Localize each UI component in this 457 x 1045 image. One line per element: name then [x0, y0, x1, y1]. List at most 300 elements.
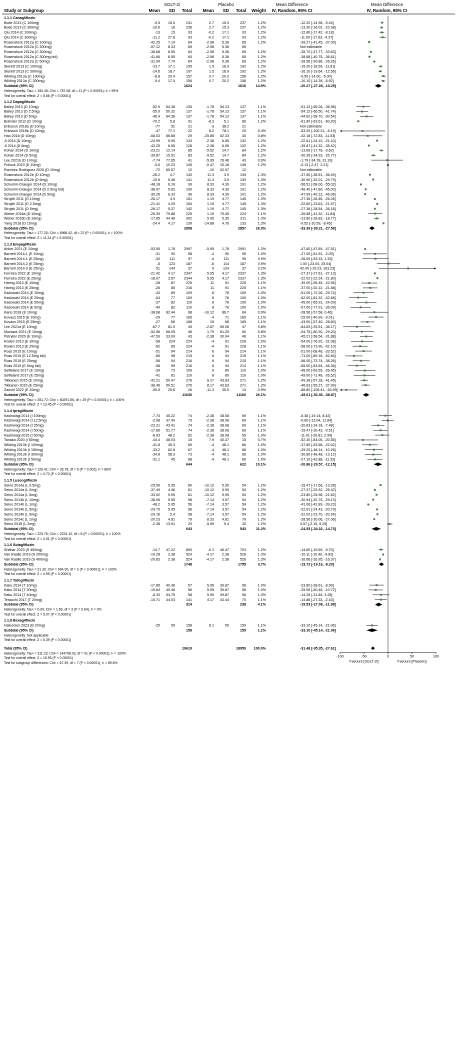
md-ci-text: -52.30 [-84.05, -20.55]	[300, 438, 336, 443]
placebo-sd: 5.36	[222, 45, 229, 50]
sglt2-mean: -17.85	[149, 583, 160, 588]
weight-value: 1.1%	[257, 597, 266, 602]
study-name: Wilding 2013b (I 150mg)	[4, 447, 44, 452]
placebo-sd: 54.13	[220, 109, 229, 114]
sglt2-mean: -38.68	[149, 310, 160, 315]
placebo-total: 66	[242, 457, 246, 462]
placebo-sd: 92.97	[220, 168, 229, 173]
total-weight: 100.0%	[253, 646, 266, 651]
sglt2-total: 154	[186, 202, 192, 207]
placebo-sd: 91	[225, 344, 229, 349]
subtotal-label: Subtotal (95% CI)	[4, 226, 34, 231]
sglt2-mean: -25.39	[149, 211, 160, 216]
sglt2-sd: 4.17	[168, 221, 175, 226]
study-name: Rosenstock 2012a (C 100mg)	[4, 40, 52, 45]
placebo-sd: 76	[225, 305, 229, 310]
weight-value: 1.2%	[257, 497, 266, 502]
study-name: Seino 2018 (L 2mg)	[4, 522, 36, 527]
sglt2-total: 151	[186, 197, 192, 202]
effect-square	[374, 459, 376, 461]
sglt2-total: 145	[186, 163, 192, 168]
md-ci-text: -45.21 [-58.54, -31.88]	[300, 334, 336, 339]
effect-square	[369, 444, 371, 446]
placebo-sd: 76	[225, 295, 229, 300]
sglt2-total: 110	[186, 373, 192, 378]
placebo-total: 79	[242, 517, 246, 522]
sglt2-mean: -51	[154, 349, 160, 354]
sglt2-sd: 48.03	[166, 438, 175, 443]
placebo-sd: 61.29	[220, 329, 229, 334]
placebo-mean: 0.7	[209, 74, 214, 79]
placebo-mean: -9.52	[205, 153, 214, 158]
placebo-sd: 38.08	[220, 423, 229, 428]
weight-value: 1.0%	[257, 583, 266, 588]
placebo-sd: 4.39	[222, 192, 229, 197]
placebo-total: 69	[242, 418, 246, 423]
header-mean-1: Mean	[148, 8, 160, 13]
md-ci-text: -38.68 [-40.75, -36.61]	[300, 54, 336, 59]
sglt2-sd: 79.88	[166, 211, 175, 216]
heterogeneity-text: Heterogeneity: Tau² = 251.72; Chi² = 60291.85, df = 29 (P < 0.00001); I² = 100%	[4, 397, 125, 402]
weight-value: 1.1%	[257, 344, 266, 349]
placebo-mean: 1.79	[207, 329, 214, 334]
sglt2-total: 139	[186, 221, 192, 226]
placebo-mean: 2.7	[209, 20, 214, 25]
weight-value: 1.1%	[257, 423, 266, 428]
sglt2-total: 690	[186, 547, 192, 552]
placebo-total: 54	[242, 493, 246, 498]
placebo-total: 228	[240, 339, 246, 344]
weight-value: 1.2%	[257, 182, 266, 187]
effect-square	[381, 22, 383, 24]
md-ci-text: -28.56 [-30.06, -27.06]	[300, 517, 336, 522]
placebo-total: 69	[242, 428, 246, 433]
md-ci-text: -30.90 [-32.01, -29.79]	[300, 177, 336, 182]
study-name: Kadowaki 2014 (E 5mg)	[4, 305, 43, 310]
placebo-total: 54	[242, 507, 246, 512]
sglt2-sd: 66.85	[166, 134, 175, 139]
placebo-total: 158	[240, 79, 246, 84]
sglt2-mean: -26.2	[151, 172, 160, 177]
study-name: Wilding 2013b (I 50mg)	[4, 457, 42, 462]
md-ci-text: -27.00 [-51.91, -2.09]	[300, 252, 334, 257]
header-sd-1: SD	[168, 8, 175, 13]
sglt2-mean: -8.8	[153, 74, 160, 79]
placebo-sd: 5.36	[222, 40, 229, 45]
md-ci-text: -45.00 [-65.91, -24.09]	[300, 300, 336, 305]
overall-effect-text: Test for overall effect: Z = 5.07 (P < 0.00001)	[4, 612, 72, 617]
placebo-mean: 8.33	[207, 187, 214, 192]
study-name: Kadowaki 2014 (E 10mg)	[4, 290, 45, 295]
sglt2-mean: -37.49	[149, 488, 160, 493]
sglt2-sd: 58.3	[168, 452, 175, 457]
placebo-total: 50	[242, 329, 246, 334]
effect-square	[369, 56, 371, 58]
sglt2-mean: -24.99	[149, 138, 160, 143]
placebo-total: 20	[242, 129, 246, 134]
placebo-mean: 5.95	[207, 593, 214, 598]
md-ci-text: -22.02 [-22.24, -21.80]	[300, 276, 336, 281]
weight-value: 1.3%	[257, 177, 266, 182]
sglt2-mean: -24.4	[151, 221, 160, 226]
placebo-mean: -14.88	[203, 221, 214, 226]
effect-square	[369, 174, 371, 176]
md-ci-text: -14.28 [-31.84, 3.28]	[300, 593, 333, 598]
placebo-mean: 1.19	[207, 206, 214, 211]
placebo-total: 148	[240, 163, 246, 168]
weight-value: 0.8%	[257, 329, 266, 334]
weight-value: 1.3%	[257, 172, 266, 177]
placebo-mean: -2.98	[205, 45, 214, 50]
placebo-sd: 90	[225, 252, 229, 257]
sglt2-mean: -21.41	[149, 202, 160, 207]
placebo-total: 65	[242, 40, 246, 45]
subtotal-label: Subtotal (95% CI)	[4, 602, 34, 607]
md-ci-text: -30.80 [-48.48, -13.12]	[300, 452, 336, 457]
sglt2-total: 141	[186, 177, 192, 182]
placebo-total: 156	[240, 74, 246, 79]
placebo-sd: 76	[225, 300, 229, 305]
sglt2-sd: 5.95	[168, 493, 175, 498]
sglt2-mean: -77	[154, 124, 160, 129]
placebo-total: 228	[240, 344, 246, 349]
placebo-mean: -2.98	[205, 40, 214, 45]
placebo-sd: 14.7	[222, 148, 229, 153]
effect-square	[377, 277, 379, 279]
placebo-sd: 4.76	[222, 221, 229, 226]
placebo-sd: 89	[225, 373, 229, 378]
effect-square	[407, 268, 409, 270]
placebo-total: 69	[242, 413, 246, 418]
md-ci-text: -12.80 [-17.42, -8.18]	[300, 30, 334, 35]
sglt2-total: 236	[186, 25, 192, 30]
subgroup-title: 1.1.5 Luseogliflozin	[4, 478, 38, 483]
sglt2-total: 225	[186, 211, 192, 216]
sglt2-sd: 48.2	[168, 433, 175, 438]
sglt2-sd: 45	[171, 457, 175, 462]
study-name: Haring 2013 (E 10mg)	[4, 281, 40, 286]
placebo-mean: -1.78	[205, 114, 214, 119]
sglt2-total: 43	[188, 334, 192, 339]
placebo-sd: 39.87	[220, 583, 229, 588]
study-name: Kashiwagi 2014 (I 12.5mg)	[4, 418, 47, 423]
sglt2-total: 216	[186, 286, 192, 291]
md-ci-text: -39.87 [-41.32, -38.42]	[300, 143, 336, 148]
sglt2-mean: -70.2	[151, 119, 160, 124]
study-name: Pollock 2019 (D 10mg)	[4, 163, 41, 168]
study-name: Haring 2013 (E 25mg)	[4, 286, 40, 291]
sglt2-sd: 111	[169, 256, 175, 261]
study-name: Eriksson 2018b (D 10mg)	[4, 129, 45, 134]
sglt2-sd: 8.33	[168, 45, 175, 50]
header-study: Study or Subgroup	[4, 8, 44, 13]
weight-value: 1.0%	[257, 305, 266, 310]
weight-value: 1.3%	[257, 247, 266, 252]
md-ci-text: -47.59 [-49.12, -46.06]	[300, 192, 336, 197]
weight-value: 1.1%	[257, 354, 266, 359]
sglt2-sd: 4.46	[168, 488, 175, 493]
placebo-total: 66	[242, 443, 246, 448]
placebo-mean: 11	[210, 286, 214, 291]
placebo-sd: 3.57	[222, 497, 229, 502]
overall-effect-text: Test for overall effect: Z = 11.24 (P < 0.00001)	[4, 236, 73, 241]
sglt2-mean: -20.83	[149, 557, 160, 562]
effect-square	[372, 179, 374, 181]
placebo-total: 159	[240, 623, 246, 628]
subgroup-title: 1.1.4 Ipragliflozin	[4, 409, 34, 413]
placebo-sd: 54.13	[220, 104, 229, 109]
sglt2-mean: -34.8	[151, 452, 160, 457]
study-name: Barnett 2014-3 (E 25mg)	[4, 266, 44, 271]
placebo-total: 526	[240, 552, 246, 557]
forest-rows	[4, 16, 436, 665]
study-name: Stenlöf 2013 (C 100mg)	[4, 64, 43, 69]
sglt2-total: 214	[186, 349, 192, 354]
sglt2-total: 58	[188, 593, 192, 598]
subtotal-ci-text: -33.10 [-45.14, -21.06]	[300, 628, 336, 633]
placebo-total: 30	[242, 522, 246, 527]
sglt2-total: 61	[188, 488, 192, 493]
subgroup-title: 1.1.6 Sotagliflozin	[4, 543, 35, 548]
study-name: Schumm-Draeger 2014 (D 5mg)	[4, 192, 56, 197]
sglt2-total: 64	[188, 54, 192, 59]
md-ci-text: -51.00 [-72.26, -29.74]	[300, 290, 336, 295]
effect-square	[381, 31, 383, 33]
placebo-total: 225	[240, 286, 246, 291]
weight-value: 1.2%	[257, 512, 266, 517]
sglt2-sd: 44.03	[166, 597, 175, 602]
md-ci-text: -39.00 [-55.45, -22.55]	[300, 281, 336, 286]
effect-square	[359, 345, 361, 347]
weight-value: 0.4%	[257, 129, 266, 134]
weight-value: 1.2%	[257, 547, 266, 552]
sglt2-sd: 77	[171, 295, 175, 300]
effect-square	[362, 130, 364, 132]
placebo-sd: 39.87	[220, 588, 229, 593]
study-name: Kaku 2014 (T 40mg)	[4, 593, 37, 598]
placebo-sd: 52.33	[220, 134, 229, 139]
placebo-total: 66	[242, 452, 246, 457]
sglt2-sd: 15.51	[166, 153, 175, 158]
sglt2-sd: 20.4	[168, 74, 175, 79]
sglt2-total: 110	[186, 300, 192, 305]
placebo-sd: 5.95	[222, 493, 229, 498]
study-name: Rosenstock 2012b (D 10mg)	[4, 172, 50, 177]
md-ci-text: -53.20 [-100.21, -6.19]	[300, 129, 336, 134]
weight-value: 1.2%	[257, 143, 266, 148]
placebo-mean: 8.33	[207, 517, 214, 522]
placebo-total: 145	[240, 206, 246, 211]
sglt2-mean: -25.59	[149, 483, 160, 488]
md-ci-text: -29.20 [-48.14, -10.26]	[300, 447, 336, 452]
heterogeneity-text: Heterogeneity: Tau² = 177.20; Chi² = 6966.42, df = 22 (P < 0.00001); I² = 100%	[4, 231, 123, 236]
subtotal-sglt2-total: 644	[186, 462, 192, 467]
sglt2-mean: -33.92	[149, 493, 160, 498]
md-ci-text: -48.00 [-69.55, -26.45]	[300, 368, 336, 373]
study-name: Wilding 2013a (C 300mg)	[4, 79, 45, 84]
study-name: Ross 2015 (E 25mg)	[4, 359, 37, 363]
effect-square	[364, 248, 366, 250]
subtotal-placebo-total: 11160	[236, 393, 246, 398]
effect-square	[376, 140, 378, 142]
weight-value: 1.3%	[257, 202, 266, 207]
weight-value: 1.3%	[257, 206, 266, 211]
study-name: Rosenstock 2012a (C 300mg)	[4, 50, 52, 55]
sglt2-sd: 4.7	[170, 172, 175, 177]
sglt2-sd: 6.16	[168, 182, 175, 187]
placebo-total: 56	[242, 593, 246, 598]
study-name: Terauchi 2017 (T 20mg)	[4, 597, 43, 602]
sglt2-sd: 50.47	[166, 378, 175, 383]
md-ci-text: -1.79 [-34.78, 31.19]	[300, 158, 333, 163]
placebo-sd: 4.39	[222, 187, 229, 192]
placebo-mean: 6	[212, 359, 214, 363]
md-ci-text: -28.56 [-57.58, 0.46]	[300, 310, 333, 315]
study-name: Weber 2016a (D 10mg)	[4, 211, 42, 216]
sglt2-mean: -46.4	[151, 114, 160, 119]
effect-square	[376, 509, 378, 511]
study-name: Wilding 2013b (I 100mg)	[4, 443, 44, 448]
effect-square	[376, 494, 378, 496]
effect-square	[367, 135, 369, 137]
effect-square	[362, 439, 364, 441]
md-ci-text: -16.66 [-16.95, -16.37]	[300, 557, 336, 562]
placebo-total: 93	[242, 35, 246, 40]
study-name: Tanaka 2020 (I 50mg)	[4, 438, 39, 443]
sglt2-total: 156	[186, 79, 192, 84]
weight-value: 1.1%	[257, 413, 266, 418]
sglt2-total: 224	[186, 339, 192, 344]
md-ci-text: -27.36 [-28.54, -26.18]	[300, 206, 336, 211]
placebo-sd: 94	[225, 354, 229, 359]
md-ci-text: -43.00 [-57.40, -28.60]	[300, 320, 336, 325]
sglt2-total: 96	[188, 192, 192, 197]
sglt2-mean: -2.98	[151, 418, 160, 423]
placebo-total: 132	[240, 143, 246, 148]
study-name: Ji 2014 (D 10mg)	[4, 138, 32, 143]
placebo-mean: 11	[210, 281, 214, 286]
sglt2-mean: -53.55	[149, 247, 160, 252]
weight-value: 0.9%	[257, 256, 266, 261]
placebo-sd: 5.35	[222, 216, 229, 221]
sglt2-total: 46	[188, 329, 192, 334]
placebo-total: 109	[240, 295, 246, 300]
placebo-total: 526	[240, 557, 246, 562]
weight-value: 1.1%	[257, 334, 266, 339]
weight-value: 1.1%	[257, 109, 266, 114]
effect-square	[383, 222, 385, 224]
placebo-sd: 5.4	[224, 522, 229, 527]
sglt2-total: 45	[188, 324, 192, 329]
weight-value: 1.1%	[257, 114, 266, 119]
total-ci-text: -31.48 [-35.35, -27.61]	[300, 646, 336, 651]
md-ci-text: -35.70 [-37.77, -33.63]	[300, 50, 336, 55]
md-ci-text: -9.52 [-10.59, -8.45]	[300, 221, 332, 226]
effect-square	[368, 145, 370, 147]
sglt2-total: 91	[188, 119, 192, 124]
placebo-total: 145	[240, 202, 246, 207]
placebo-total: 95	[242, 256, 246, 261]
effect-square	[372, 454, 374, 456]
study-name: Kadowaki 2014 (E 50mg)	[4, 300, 45, 305]
sglt2-total: 165	[186, 315, 192, 320]
sglt2-total: 216	[186, 363, 192, 368]
sglt2-total: 215	[186, 354, 192, 359]
md-ci-text: -15.20 [-18.59, -11.81]	[300, 64, 336, 69]
effect-square	[373, 61, 375, 63]
placebo-mean: -5.95	[205, 158, 214, 163]
placebo-total: 95	[242, 252, 246, 257]
effect-square	[363, 350, 365, 352]
sglt2-sd: 89	[171, 290, 175, 295]
md-ci-text: -58.00 [-73.90, -42.10]	[300, 344, 336, 349]
placebo-mean: -7.14	[205, 497, 214, 502]
placebo-sd: 40.37	[220, 438, 229, 443]
placebo-total: 47	[242, 324, 246, 329]
sglt2-mean: -38.46	[149, 383, 160, 388]
sglt2-mean: -29	[154, 315, 160, 320]
subtotal-label: Subtotal (95% CI)	[4, 562, 34, 567]
sglt2-total: 41	[188, 158, 192, 163]
overall-effect-text: Test for overall effect: Z = 4.95 (P < 0.00001)	[4, 572, 72, 577]
placebo-total: 56	[242, 583, 246, 588]
subtotal-sglt2-total: 643	[186, 527, 192, 532]
placebo-total: 54	[242, 497, 246, 502]
heterogeneity-text: Heterogeneity: Tau² = 223.76; Chi² = 2224.10, df = 8 (P < 0.00001); I² = 100%	[4, 531, 121, 536]
weight-value: 1.2%	[257, 54, 266, 59]
effect-square	[382, 80, 384, 82]
placebo-sd: 38.2	[222, 124, 229, 129]
md-ci-text: -33.10 [-45.14, -21.06]	[300, 623, 336, 628]
study-name: Kaku 2014 (T 10mg)	[4, 583, 37, 588]
sglt2-total: 276	[186, 378, 192, 383]
placebo-total: 65	[242, 45, 246, 50]
effect-square	[371, 624, 373, 626]
sglt2-total: 37	[188, 266, 192, 271]
effect-square	[377, 513, 379, 515]
study-name: Bode 2013 (C 100mg)	[4, 20, 40, 25]
weight-value: 1.0%	[257, 300, 266, 305]
md-ci-text: -23.80 [-28.83, -18.77]	[300, 216, 336, 221]
sglt2-total: 62	[188, 433, 192, 438]
effect-square	[368, 282, 370, 284]
sglt2-total: 68	[188, 457, 192, 462]
effect-square	[380, 594, 382, 596]
effect-square	[375, 316, 377, 318]
sglt2-sd: 5.63	[168, 187, 175, 192]
subtotal-label: Subtotal (95% CI)	[4, 84, 34, 89]
sglt2-sd: 5.46	[168, 177, 175, 182]
placebo-sd: 5.36	[222, 59, 229, 64]
md-ci-text: 3.57 [-2.15, 9.29]	[300, 522, 328, 527]
overall-effect-text: Test for overall effect: Z = 4.91 (P < 0.00001)	[4, 536, 72, 541]
md-ci-text: -86.80 [-106.41, -63.99]	[300, 388, 338, 393]
pooled-diamond	[372, 527, 381, 531]
study-name: Eriksson 2018a (D 10mg)	[4, 124, 45, 129]
effect-square	[366, 321, 368, 323]
study-name: Hao 2018 (D 10mg)	[4, 134, 36, 139]
placebo-mean: -4.17	[205, 552, 214, 557]
sglt2-total: 137	[186, 109, 192, 114]
sglt2-mean: -19.64	[149, 588, 160, 593]
placebo-total: 12	[242, 168, 246, 173]
weight-value: 1.1%	[257, 104, 266, 109]
placebo-mean: -6	[210, 261, 214, 266]
placebo-sd: 16.9	[222, 69, 229, 74]
study-name: Seino 2014b (L 10mg)	[4, 497, 40, 502]
sglt2-mean: -31.54	[149, 59, 160, 64]
overall-effect-text: Test for overall effect: Z = 13.45 (P < 0.00001)	[4, 402, 74, 407]
